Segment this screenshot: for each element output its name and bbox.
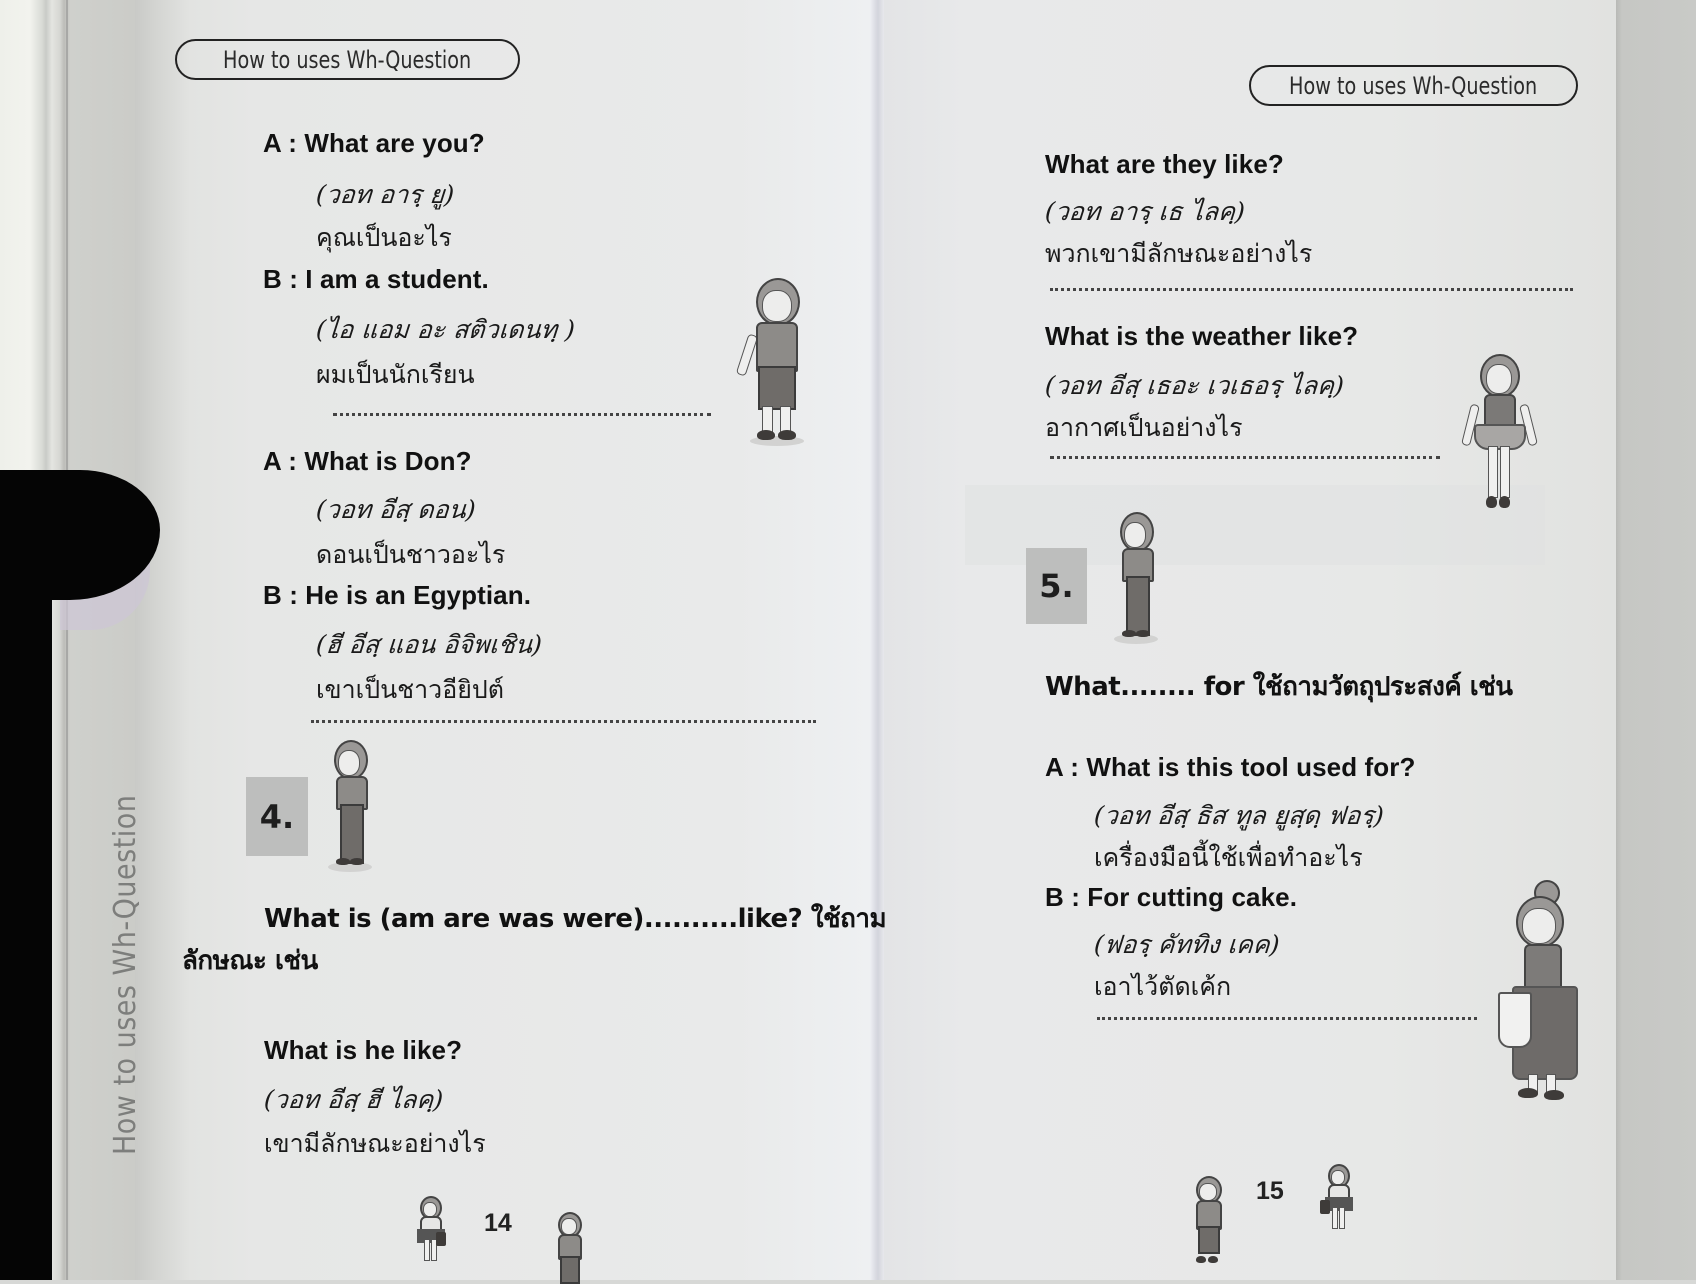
phonetic: (ฟอรฺ คัททิง เคค) bbox=[1093, 930, 1281, 959]
phonetic: (ฮี อีสฺ แอน อิจิพเชิน) bbox=[315, 630, 543, 659]
schoolgirl-footer-illustration bbox=[1320, 1164, 1350, 1236]
phonetic: (วอท อีสฺ เธอะ เวเธอรฺ ไลคฺ) bbox=[1044, 371, 1345, 400]
schoolgirl-footer-illustration bbox=[414, 1196, 444, 1268]
girl-cartoon-illustration bbox=[1464, 352, 1534, 512]
thai-translation: อากาศเป็นอย่างไร bbox=[1045, 413, 1243, 442]
speaker-label: B : bbox=[1045, 882, 1080, 912]
rule-description-line-2: ลักษณะ เช่น bbox=[182, 946, 318, 976]
boy-footer-illustration bbox=[1188, 1176, 1222, 1266]
english-question: What is this tool used for? bbox=[1086, 752, 1416, 782]
running-header-text: How to uses Wh-Question bbox=[1289, 71, 1538, 100]
rule-description-line-1: What is (am are was were)..........like? ใช้ถาม bbox=[264, 904, 887, 934]
example-question: What are they like? bbox=[1045, 149, 1284, 179]
thai-translation: คุณเป็นอะไร bbox=[316, 223, 452, 252]
speaker-label: A : bbox=[1045, 752, 1079, 782]
section-number: 5. bbox=[1039, 567, 1074, 605]
thai-translation: เอาไว้ตัดเค้ก bbox=[1094, 972, 1232, 1001]
thai-translation: เครื่องมือนี้ใช้เพื่อทำอะไร bbox=[1094, 843, 1363, 872]
girl-thinking-cartoon-illustration bbox=[1112, 510, 1160, 645]
speaker-label: B : bbox=[263, 264, 298, 294]
dialogue-line-b bbox=[263, 264, 489, 295]
page-edge-line bbox=[66, 0, 68, 1280]
dotted-separator bbox=[311, 720, 816, 723]
english-question: What is Don? bbox=[304, 446, 472, 476]
running-header-left bbox=[175, 39, 520, 80]
page-number: 15 bbox=[1256, 1177, 1284, 1205]
dialogue-line-b bbox=[263, 580, 531, 611]
english-question: What are you? bbox=[304, 128, 485, 158]
thai-translation: เขาเป็นชาวอียิปต์ bbox=[316, 675, 504, 704]
speaker-label: A : bbox=[263, 446, 297, 476]
phonetic: (ไอ แอม อะ สติวเดนทฺ ) bbox=[315, 315, 576, 344]
book-gutter bbox=[870, 0, 884, 1280]
dotted-separator bbox=[1097, 1017, 1477, 1020]
running-header-text: How to uses Wh-Question bbox=[223, 45, 472, 74]
girl-with-apron-cartoon-illustration bbox=[1494, 880, 1584, 1102]
dialogue-line-a bbox=[263, 128, 485, 159]
phonetic: (วอท อารฺ เธ ไลคฺ) bbox=[1044, 197, 1246, 226]
section-number: 4. bbox=[259, 797, 295, 836]
rule-description: What........ for ใช้ถามวัตถุประสงค์ เช่น bbox=[1045, 672, 1513, 702]
dialogue-line-a bbox=[263, 446, 472, 477]
spine-running-label: How to uses Wh-Question bbox=[108, 794, 143, 1155]
speaker-label: B : bbox=[263, 580, 298, 610]
dialogue-line-a bbox=[1045, 752, 1415, 783]
dialogue-line-b bbox=[1045, 882, 1297, 913]
page-number: 14 bbox=[484, 1209, 512, 1237]
section-number-box bbox=[246, 777, 308, 856]
english-answer: For cutting cake. bbox=[1087, 882, 1298, 912]
speaker-label: A : bbox=[263, 128, 297, 158]
hand-shadow bbox=[0, 560, 52, 1280]
thai-translation: ดอนเป็นชาวอะไร bbox=[316, 540, 506, 569]
phonetic: (วอท อารฺ ยู) bbox=[315, 180, 456, 209]
phonetic: (วอท อีสฺ ธิส ทูล ยูสฺดฺ ฟอรฺ) bbox=[1093, 801, 1385, 830]
boy-footer-illustration bbox=[552, 1212, 584, 1280]
example-question: What is the weather like? bbox=[1045, 321, 1359, 351]
phonetic: (วอท อีสฺ ฮี ไลคฺ) bbox=[263, 1085, 445, 1114]
thai-translation: เขามีลักษณะอย่างไร bbox=[264, 1129, 486, 1158]
thai-translation: ผมเป็นนักเรียน bbox=[316, 360, 475, 389]
english-answer: I am a student. bbox=[305, 264, 489, 294]
next-page-edge bbox=[1616, 0, 1696, 1280]
dotted-separator bbox=[333, 413, 711, 416]
boy-cartoon-illustration bbox=[742, 276, 812, 448]
thai-translation: พวกเขามีลักษณะอย่างไร bbox=[1045, 239, 1313, 268]
example-question: What is he like? bbox=[264, 1035, 463, 1065]
dotted-separator bbox=[1050, 288, 1573, 291]
running-header-right bbox=[1249, 65, 1578, 106]
girl-thinking-cartoon-illustration bbox=[326, 738, 374, 873]
phonetic: (วอท อีสฺ ดอน) bbox=[315, 495, 477, 524]
english-answer: He is an Egyptian. bbox=[305, 580, 532, 610]
section-number-box bbox=[1026, 548, 1087, 624]
dotted-separator bbox=[1050, 456, 1440, 459]
